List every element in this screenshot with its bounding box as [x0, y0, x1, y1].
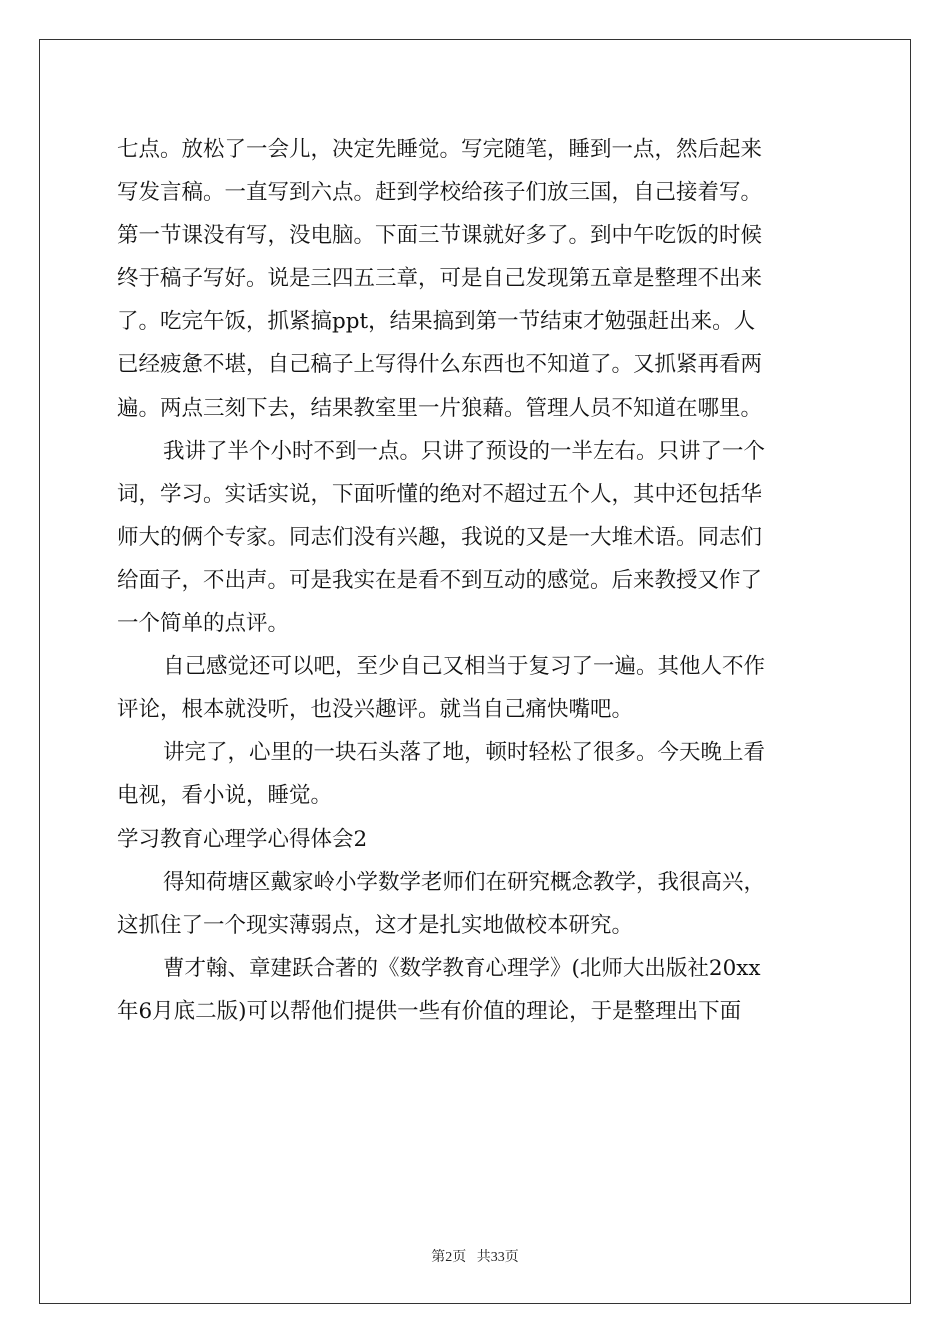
- text-line: 终于稿子写好。说是三四五三章，可是自己发现第五章是整理不出来: [117, 266, 763, 292]
- text-line: 了。吃完午饭，抓紧搞ppt，结果搞到第一节结束才勉强赶出来。人: [117, 309, 756, 335]
- text-line: 师大的俩个专家。同志们没有兴趣，我说的又是一大堆术语。同志们: [117, 524, 763, 550]
- text-line: 这抓住了一个现实薄弱点，这才是扎实地做校本研究。: [117, 912, 634, 938]
- text-line: 电视，看小说，睡觉。: [117, 783, 333, 809]
- document-body: [117, 128, 837, 1033]
- text-line: 七点。放松了一会儿，决定先睡觉。写完随笔，睡到一点，然后起来: [117, 137, 763, 162]
- text-line: 年6月底二版)可以帮他们提供一些有价值的理论，于是整理出下面: [117, 998, 742, 1024]
- text-line: 讲完了，心里的一块石头落了地，顿时轻松了很多。今天晚上看: [163, 740, 766, 766]
- text-line: 给面子，不出声。可是我实在是看不到互动的感觉。后来教授又作了: [117, 567, 763, 593]
- text-line: 得知荷塘区戴家岭小学数学老师们在研究概念教学，我很高兴，: [163, 869, 766, 895]
- text-line: 遍。两点三刻下去，结果教室里一片狼藉。管理人员不知道在哪里。: [117, 395, 763, 421]
- text-line: 写发言稿。一直写到六点。赶到学校给孩子们放三国，自己接着写。: [117, 180, 763, 206]
- text-line: 评论，根本就没听，也没兴趣评。就当自己痛快嘴吧。: [117, 697, 634, 723]
- page-number: 第2页: [431, 1250, 467, 1265]
- text-line: 一个简单的点评。: [117, 611, 290, 637]
- text-line: 词，学习。实话实说，下面听懂的绝对不超过五个人，其中还包括华: [117, 481, 763, 507]
- page-total: 共33页: [476, 1250, 519, 1265]
- text-line: 已经疲惫不堪，自己稿子上写得什么东西也不知道了。又抓紧再看两: [117, 352, 763, 378]
- text-line: 自己感觉还可以吧，至少自己又相当于复习了一遍。其他人不作: [163, 654, 766, 680]
- text-line: 我讲了半个小时不到一点。只讲了预设的一半左右。只讲了一个: [163, 438, 766, 464]
- text-line: 第一节课没有写，没电脑。下面三节课就好多了。到中午吃饭的时候: [117, 223, 763, 249]
- section-heading: 学习教育心理学心得体会2: [117, 826, 368, 852]
- text-line: 曹才翰、章建跃合著的《数学教育心理学》(北师大出版社20xx: [163, 955, 761, 981]
- page-footer: [0, 1246, 950, 1266]
